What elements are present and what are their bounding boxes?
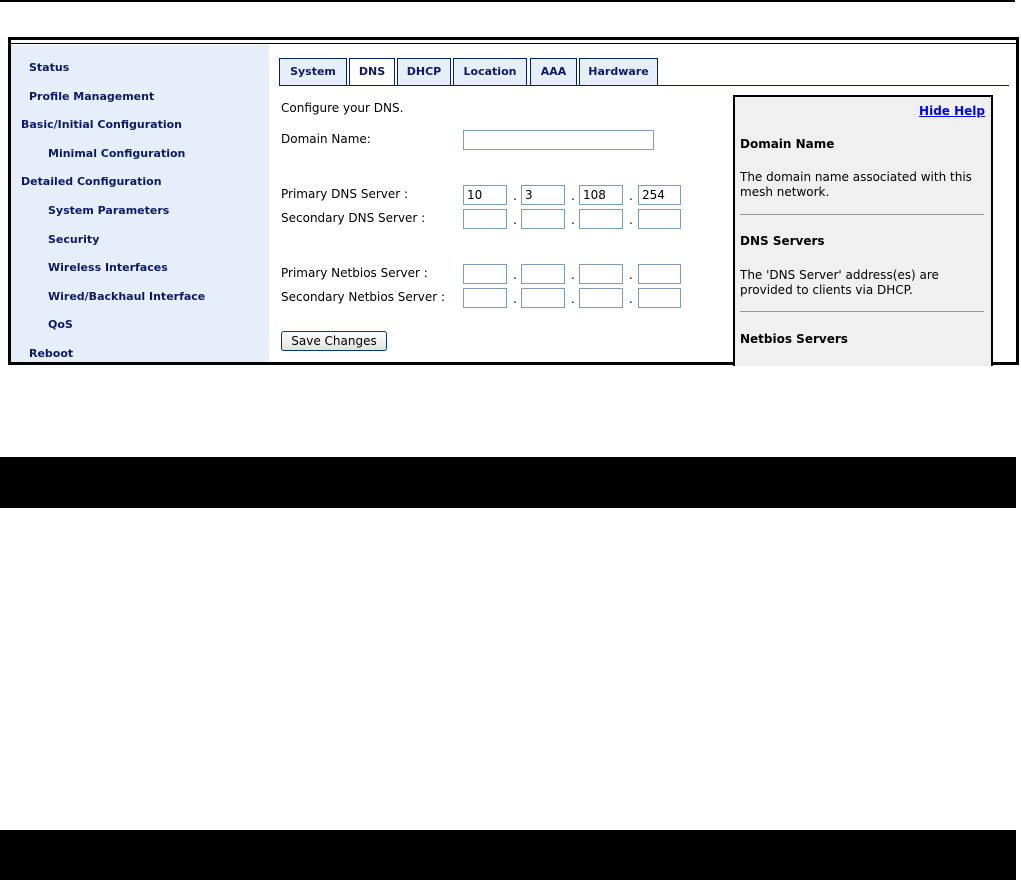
- tab-aaa[interactable]: AAA: [530, 58, 577, 85]
- router-config-window: [8, 37, 1019, 365]
- primary-dns-octet-1[interactable]: [463, 185, 507, 205]
- sidebar-item-detailed-configuration[interactable]: Detailed Configuration: [21, 175, 162, 188]
- hide-help-link[interactable]: Hide Help: [919, 104, 985, 118]
- primary-dns-octet-4[interactable]: [638, 185, 681, 205]
- main-panel: [269, 45, 1016, 362]
- form-intro: Configure your DNS.: [281, 101, 404, 115]
- save-changes-button[interactable]: Save Changes: [281, 331, 387, 351]
- sidebar-item-minimal-configuration[interactable]: Minimal Configuration: [48, 147, 186, 160]
- ip-separator: .: [571, 292, 575, 306]
- sidebar-item-wireless-interfaces[interactable]: Wireless Interfaces: [48, 261, 168, 274]
- tab-underline: [279, 85, 1009, 86]
- top-rule: [0, 0, 1015, 2]
- primary-netbios-octet-2[interactable]: [521, 264, 565, 284]
- help-heading-dns-servers: DNS Servers: [740, 234, 825, 248]
- secondary-dns-octet-1[interactable]: [463, 209, 507, 229]
- secondary-netbios-octet-1[interactable]: [463, 288, 507, 308]
- help-text-domain-name: The domain name associated with this mesh network.: [740, 170, 972, 199]
- ip-separator: .: [513, 292, 517, 306]
- primary-netbios-octet-1[interactable]: [463, 264, 507, 284]
- tab-location[interactable]: Location: [453, 58, 527, 85]
- ip-separator: .: [571, 268, 575, 282]
- primary-netbios-octet-4[interactable]: [638, 264, 681, 284]
- help-panel: [733, 95, 993, 366]
- black-band-top: [0, 457, 1016, 508]
- domain-name-input[interactable]: [463, 130, 654, 150]
- ip-separator: .: [629, 213, 633, 227]
- help-divider: [740, 214, 984, 215]
- primary-dns-octet-2[interactable]: [521, 185, 565, 205]
- primary-netbios-label: Primary Netbios Server :: [281, 266, 428, 280]
- ip-separator: .: [629, 292, 633, 306]
- domain-name-label: Domain Name:: [281, 132, 371, 146]
- tab-hardware[interactable]: Hardware: [579, 58, 658, 85]
- sidebar-nav: [11, 45, 269, 362]
- sidebar-item-status[interactable]: Status: [29, 61, 70, 74]
- secondary-netbios-label: Secondary Netbios Server :: [281, 290, 445, 304]
- sidebar-item-qos[interactable]: QoS: [48, 318, 73, 331]
- help-text-dns-servers: The 'DNS Server' address(es) are provided to clients via DHCP.: [740, 268, 939, 297]
- ip-separator: .: [571, 213, 575, 227]
- sidebar-item-basic-initial-configuration[interactable]: Basic/Initial Configuration: [21, 118, 182, 131]
- secondary-dns-octet-2[interactable]: [521, 209, 565, 229]
- tab-dhcp[interactable]: DHCP: [397, 58, 451, 85]
- help-divider: [740, 311, 984, 312]
- secondary-netbios-octet-2[interactable]: [521, 288, 565, 308]
- sidebar-item-profile-management[interactable]: Profile Management: [29, 90, 155, 103]
- help-heading-netbios-servers: Netbios Servers: [740, 332, 848, 346]
- black-band-bottom: [0, 830, 1016, 880]
- sidebar-item-system-parameters[interactable]: System Parameters: [48, 204, 170, 217]
- sidebar-item-reboot[interactable]: Reboot: [29, 347, 74, 360]
- ip-separator: .: [629, 189, 633, 203]
- help-heading-domain-name: Domain Name: [740, 137, 835, 151]
- primary-dns-octet-3[interactable]: [579, 185, 623, 205]
- ip-separator: .: [513, 189, 517, 203]
- ip-separator: .: [513, 213, 517, 227]
- tab-system[interactable]: System: [279, 58, 347, 85]
- secondary-netbios-octet-3[interactable]: [579, 288, 623, 308]
- frame-divider: [11, 43, 1016, 44]
- secondary-dns-label: Secondary DNS Server :: [281, 211, 426, 225]
- secondary-dns-octet-3[interactable]: [579, 209, 623, 229]
- sidebar-item-security[interactable]: Security: [48, 233, 100, 246]
- ip-separator: .: [571, 189, 575, 203]
- tab-dns[interactable]: DNS: [349, 58, 395, 86]
- ip-separator: .: [513, 268, 517, 282]
- ip-separator: .: [629, 268, 633, 282]
- primary-dns-label: Primary DNS Server :: [281, 187, 409, 201]
- primary-netbios-octet-3[interactable]: [579, 264, 623, 284]
- secondary-netbios-octet-4[interactable]: [638, 288, 681, 308]
- secondary-dns-octet-4[interactable]: [638, 209, 681, 229]
- sidebar-item-wired-backhaul-interface[interactable]: Wired/Backhaul Interface: [48, 290, 206, 303]
